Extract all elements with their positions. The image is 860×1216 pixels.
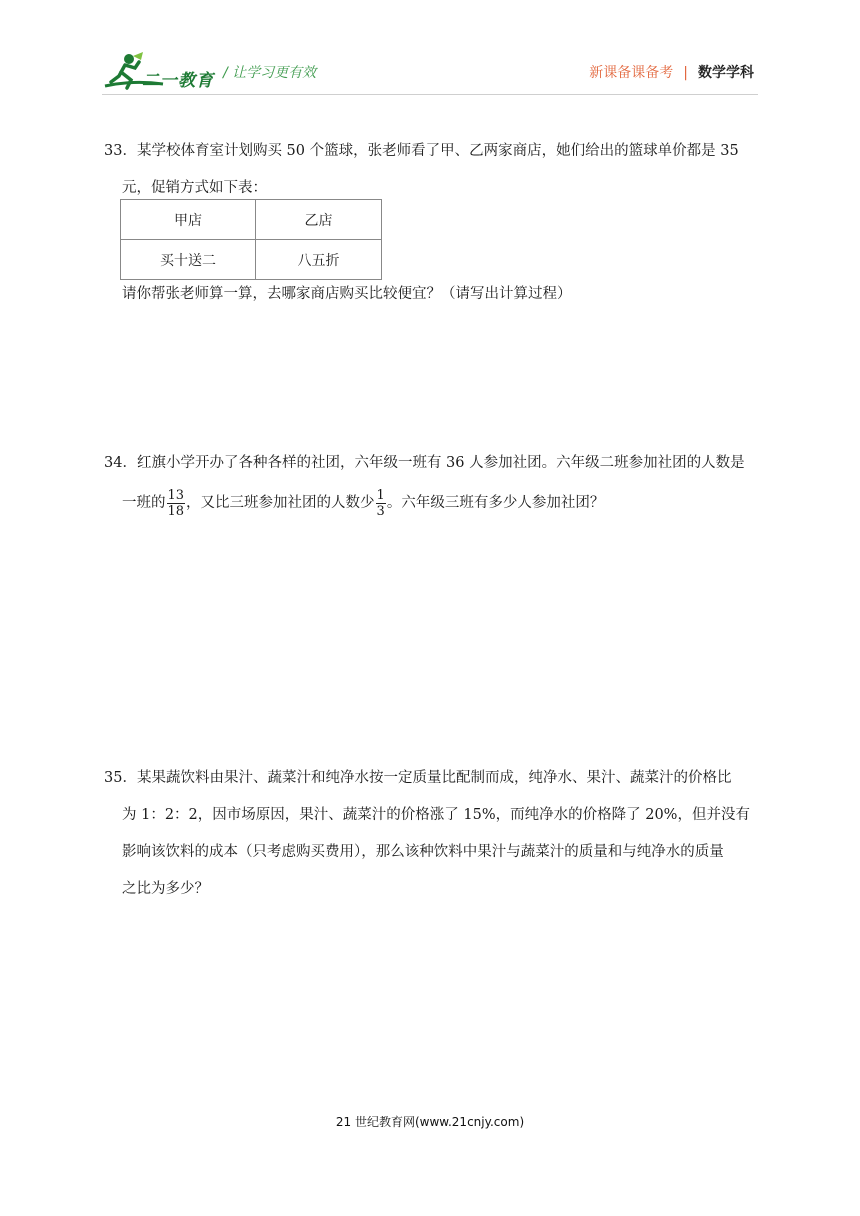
table-cell: 甲店: [121, 200, 256, 240]
table-row: [121, 240, 382, 280]
q33-prompt: 请你帮张老师算一算，去哪家商店购买比较便宜？（请写出计算过程）: [122, 286, 572, 302]
table-cell: 乙店: [256, 200, 382, 240]
fraction-numerator: 1: [376, 487, 385, 503]
q35-line4: 之比为多少？: [122, 881, 209, 897]
header-label: 新课备课备考: [589, 65, 674, 81]
q34-line2: [104, 485, 760, 522]
question-34: [104, 445, 760, 522]
q33-line2: 元，促销方式如下表：: [122, 180, 267, 196]
table-cell: 买十送二: [121, 240, 256, 280]
promotion-table: [120, 199, 382, 280]
header-subject: 数学学科: [698, 65, 754, 81]
question-33: [104, 133, 760, 207]
table-cell: 八五折: [256, 240, 382, 280]
page-footer: 21 世纪教育网(www.21cnjy.com): [335, 1115, 525, 1129]
q35-line2: 为 1：2：2，因市场原因，果汁、蔬菜汁的价格涨了 15%，而纯净水的价格降了 20%，但并没有: [122, 807, 750, 823]
q34-mid: ，又比三班参加社团的人数少: [186, 495, 375, 511]
q34-line1: 34．红旗小学开办了各种各样的社团，六年级一班有 36 人参加社团。六年级二班参加社团的人数是: [104, 455, 745, 471]
header-slogan: / 让学习更有效: [223, 65, 317, 81]
table-header-row: [121, 200, 382, 240]
q35-line3: 影响该饮料的成本（只考虑购买费用），那么该种饮料中果汁与蔬菜汁的质量和与纯净水的质量: [122, 844, 724, 860]
q33-prompt-block: [104, 276, 760, 313]
q33-line1: 33．某学校体育室计划购买 50 个篮球，张老师看了甲、乙两家商店，她们给出的篮球单价都是 35: [104, 143, 739, 159]
question-35: [104, 760, 760, 908]
header-separator: |: [683, 65, 688, 81]
page-header: [0, 0, 860, 110]
fraction-13-18: [167, 488, 186, 519]
fraction-denominator: 18: [167, 503, 185, 519]
q34-post: 。六年级三班有多少人参加社团？: [386, 495, 605, 511]
fraction-numerator: 13: [167, 487, 185, 503]
logo-text: 二一教育: [142, 71, 214, 91]
header-divider: [102, 94, 758, 95]
q35-line1: 35．某果蔬饮料由果汁、蔬菜汁和纯净水按一定质量比配制而成，纯净水、果汁、蔬菜汁的价格比: [104, 770, 732, 786]
fraction-denominator: 3: [376, 503, 385, 519]
q34-pre: 一班的: [122, 495, 166, 511]
fraction-1-3: [376, 488, 386, 519]
header-right: [589, 62, 754, 82]
